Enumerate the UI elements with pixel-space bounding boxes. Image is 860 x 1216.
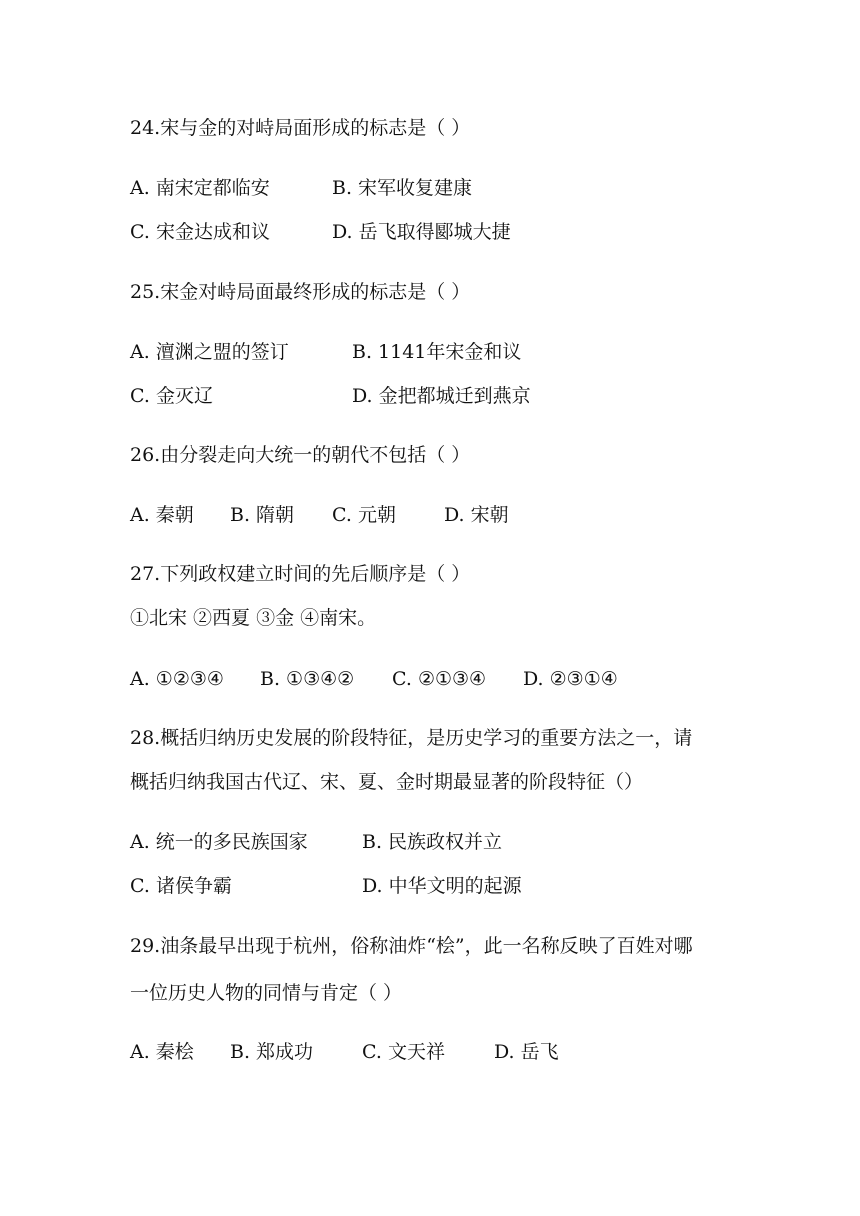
question-27-option-c: C. ②①③④	[392, 668, 487, 690]
question-28-option-c: C. 诸侯争霸	[130, 875, 232, 897]
question-28-option-b: B. 民族政权并立	[362, 831, 503, 853]
question-27-option-d: D. ②③①④	[523, 668, 618, 690]
question-27-option-a: A. ①②③④	[130, 668, 224, 690]
question-28-stem-line-2: 概括归纳我国古代辽、宋、夏、金时期最显著的阶段特征（）	[130, 771, 644, 793]
question-29-option-d: D. 岳飞	[494, 1041, 559, 1063]
question-24-option-b: B. 宋军收复建康	[332, 177, 473, 199]
question-29-stem-line-2: 一位历史人物的同情与肯定（ ）	[130, 982, 403, 1004]
question-28-option-a: A. 统一的多民族国家	[130, 831, 308, 853]
question-28-stem-line-1: 28.概括归纳历史发展的阶段特征，是历史学习的重要方法之一，请	[130, 727, 693, 749]
question-25-option-c: C. 金灭辽	[130, 385, 213, 407]
question-25-option-d: D. 金把都城迁到燕京	[352, 385, 531, 407]
question-27-option-b: B. ①③④②	[260, 668, 355, 690]
question-26-option-b: B. 隋朝	[230, 504, 295, 526]
question-25-option-b: B. 1141年宋金和议	[352, 341, 522, 363]
question-26-option-a: A. 秦朝	[130, 504, 194, 526]
question-24-option-c: C. 宋金达成和议	[130, 221, 270, 243]
question-24-option-d: D. 岳飞取得郾城大捷	[332, 221, 511, 243]
question-27-sub: ①北宋 ②西夏 ③金 ④南宋。	[130, 607, 377, 629]
question-24-option-a: A. 南宋定都临安	[130, 177, 270, 199]
question-26-option-c: C. 元朝	[332, 504, 396, 526]
question-27-stem: 27.下列政权建立时间的先后顺序是（ ）	[130, 563, 471, 585]
question-25-option-a: A. 澶渊之盟的签订	[130, 341, 289, 363]
question-28-option-d: D. 中华文明的起源	[362, 875, 522, 897]
question-29-option-a: A. 秦桧	[130, 1041, 194, 1063]
question-29-stem-line-1: 29.油条最早出现于杭州，俗称油炸“桧”，此一名称反映了百姓对哪	[130, 935, 693, 957]
question-26-stem: 26.由分裂走向大统一的朝代不包括（ ）	[130, 444, 471, 466]
question-26-option-d: D. 宋朝	[444, 504, 509, 526]
question-24-stem: 24.宋与金的对峙局面形成的标志是（ ）	[130, 117, 471, 139]
question-29-option-c: C. 文天祥	[362, 1041, 445, 1063]
question-29-option-b: B. 郑成功	[230, 1041, 314, 1063]
question-25-stem: 25.宋金对峙局面最终形成的标志是（ ）	[130, 281, 471, 303]
